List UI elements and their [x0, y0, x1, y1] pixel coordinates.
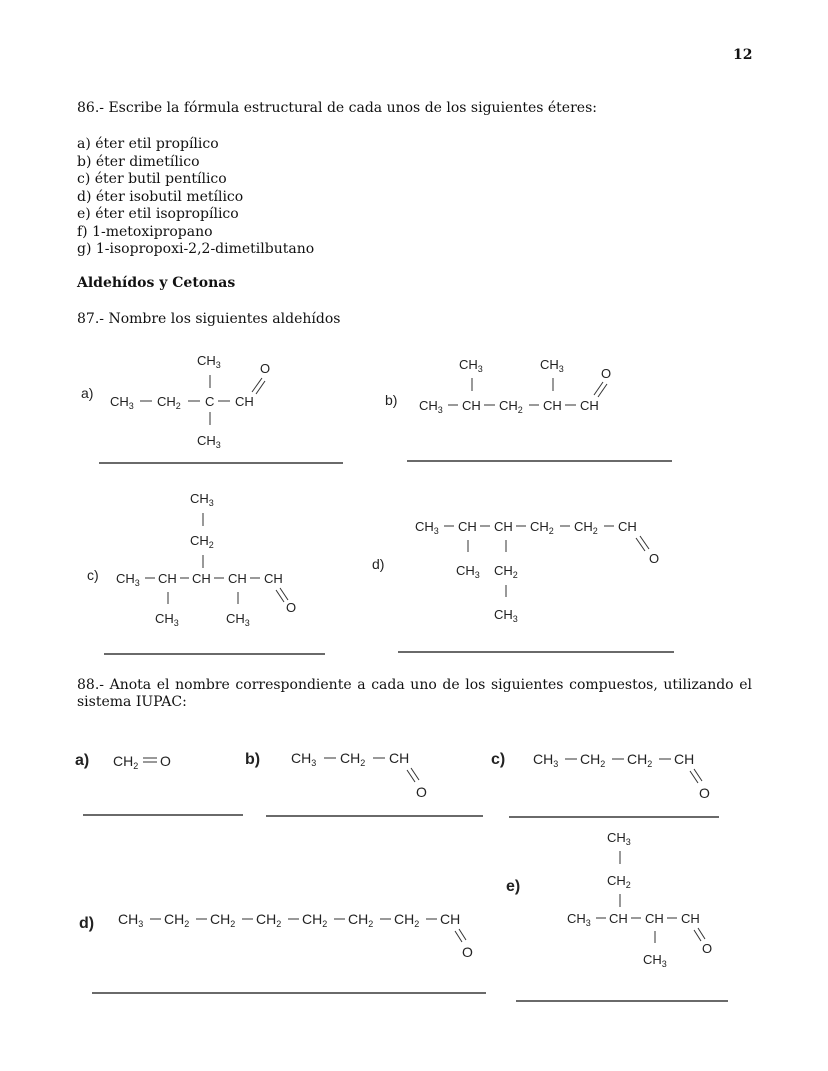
page-number: 12 [733, 47, 753, 63]
formula-group: $CH_3$ [155, 611, 179, 628]
formula-group: O [260, 361, 271, 376]
label-d: d) [79, 915, 95, 932]
formula-group: CH [609, 911, 628, 926]
formula-group: $CH_2$ [499, 398, 523, 415]
formula-group: $CH_3$ [643, 952, 667, 969]
q87-structure-d [372, 519, 674, 652]
formula-group: O [462, 944, 473, 960]
formula-group: $CH_2$ [190, 533, 214, 550]
formula-group: $CH_3$ [110, 394, 134, 411]
formula-group: $CH_3$ [415, 519, 439, 536]
label-e: e) [506, 878, 521, 895]
formula-group: $CH_3$ [533, 751, 559, 769]
list-item: e) éter etil isopropílico [77, 206, 239, 222]
formula-group: $CH_2$ [574, 519, 598, 536]
label-b: b) [385, 392, 398, 408]
q87-structure-a [81, 353, 343, 463]
question-88-prompt: 88.- Anota el nombre correspondiente a cada uno de los siguientes compuestos, utilizando el sistema IUPAC: [77, 677, 752, 710]
section-title: Aldehídos y Cetonas [77, 275, 236, 291]
q88-structure-d [79, 911, 486, 993]
list-item: b) éter dimetílico [77, 153, 200, 170]
list-item: g) 1-isopropoxi-2,2-dimetilbutano [77, 241, 315, 257]
question-86-prompt: 86.- Escribe la fórmula estructural de cada unos de los siguientes éteres: [77, 100, 597, 116]
formula-group: $CH_2$ [627, 751, 653, 769]
label-a: a) [75, 752, 90, 769]
label-a: a) [81, 385, 94, 401]
formula-group: $CH_2$ [256, 911, 282, 929]
formula-group: O [160, 753, 171, 769]
formula-group: $CH_2$ [607, 873, 631, 890]
formula-group: $CH_3$ [456, 563, 480, 580]
formula-group: CH [192, 571, 211, 586]
formula-group: CH [389, 750, 410, 766]
formula-group: $CH_3$ [226, 611, 250, 628]
formula-group: CH [158, 571, 177, 586]
question-87-prompt: 87.- Nombre los siguientes aldehídos [77, 311, 341, 327]
formula-group: $CH_2$ [164, 911, 190, 929]
formula-group: O [286, 600, 297, 615]
q87-structure-c [87, 491, 325, 654]
label-c: c) [87, 567, 99, 583]
formula-group: $CH_3$ [607, 830, 631, 847]
formula-group: CH [458, 519, 477, 534]
label-d: d) [372, 556, 385, 572]
formula-group: CH [228, 571, 247, 586]
formula-group: CH [264, 571, 283, 586]
formula-group: $CH_3$ [459, 357, 483, 374]
formula-group: $CH_3$ [567, 911, 591, 928]
formula-group: O [649, 551, 660, 566]
formula-group: $CH_2$ [302, 911, 328, 929]
formula-group: $CH_3$ [419, 398, 443, 415]
formula-group: CH [440, 911, 461, 927]
formula-group: CH [645, 911, 664, 926]
formula-group: $CH_2$ [494, 563, 518, 580]
formula-group: CH [494, 519, 513, 534]
formula-group: CH [580, 398, 599, 413]
formula-group: $CH_3$ [197, 353, 221, 370]
list-item: f) 1-metoxipropano [77, 223, 213, 240]
formula-group: O [416, 784, 427, 800]
q88-structure-e [506, 830, 728, 1001]
formula-group: $CH_2$ [394, 911, 420, 929]
formula-group: $CH_2$ [348, 911, 374, 929]
q87-structure-b [385, 357, 672, 461]
formula-group: $CH_3$ [190, 491, 214, 508]
formula-group: $CH_2$ [530, 519, 554, 536]
formula-group: $CH_2$ [210, 911, 236, 929]
formula-group: O [702, 941, 713, 956]
formula-group: $CH_3$ [118, 911, 144, 929]
label-b: b) [245, 751, 261, 768]
formula-group: CH [681, 911, 700, 926]
q88-structure-b [245, 750, 483, 816]
formula-group: $CH_2$ [340, 750, 366, 768]
formula-group: $CH_2$ [157, 394, 181, 411]
formula-group: $CH_3$ [291, 750, 317, 768]
formula-group: C [205, 394, 215, 409]
formula-group: CH [462, 398, 481, 413]
list-item: d) éter isobutil metílico [77, 188, 244, 205]
formula-group: $CH_3$ [494, 607, 518, 624]
formula-group: $CH_3$ [116, 571, 140, 588]
list-item: a) éter etil propílico [77, 136, 219, 152]
formula-group: O [699, 785, 710, 801]
formula-group: CH [235, 394, 254, 409]
formula-group: CH [543, 398, 562, 413]
formula-group: $CH_2$ [580, 751, 606, 769]
formula-group: O [601, 366, 612, 381]
list-item: c) éter butil pentílico [77, 171, 227, 187]
label-c: c) [491, 751, 506, 768]
formula-group: CH [674, 751, 695, 767]
formula-group: $CH_3$ [540, 357, 564, 374]
formula-group: $CH_2$ [113, 753, 139, 771]
q88-structure-c [491, 751, 719, 817]
formula-group: $CH_3$ [197, 433, 221, 450]
formula-group: CH [618, 519, 637, 534]
q88-structure-a [75, 752, 243, 815]
